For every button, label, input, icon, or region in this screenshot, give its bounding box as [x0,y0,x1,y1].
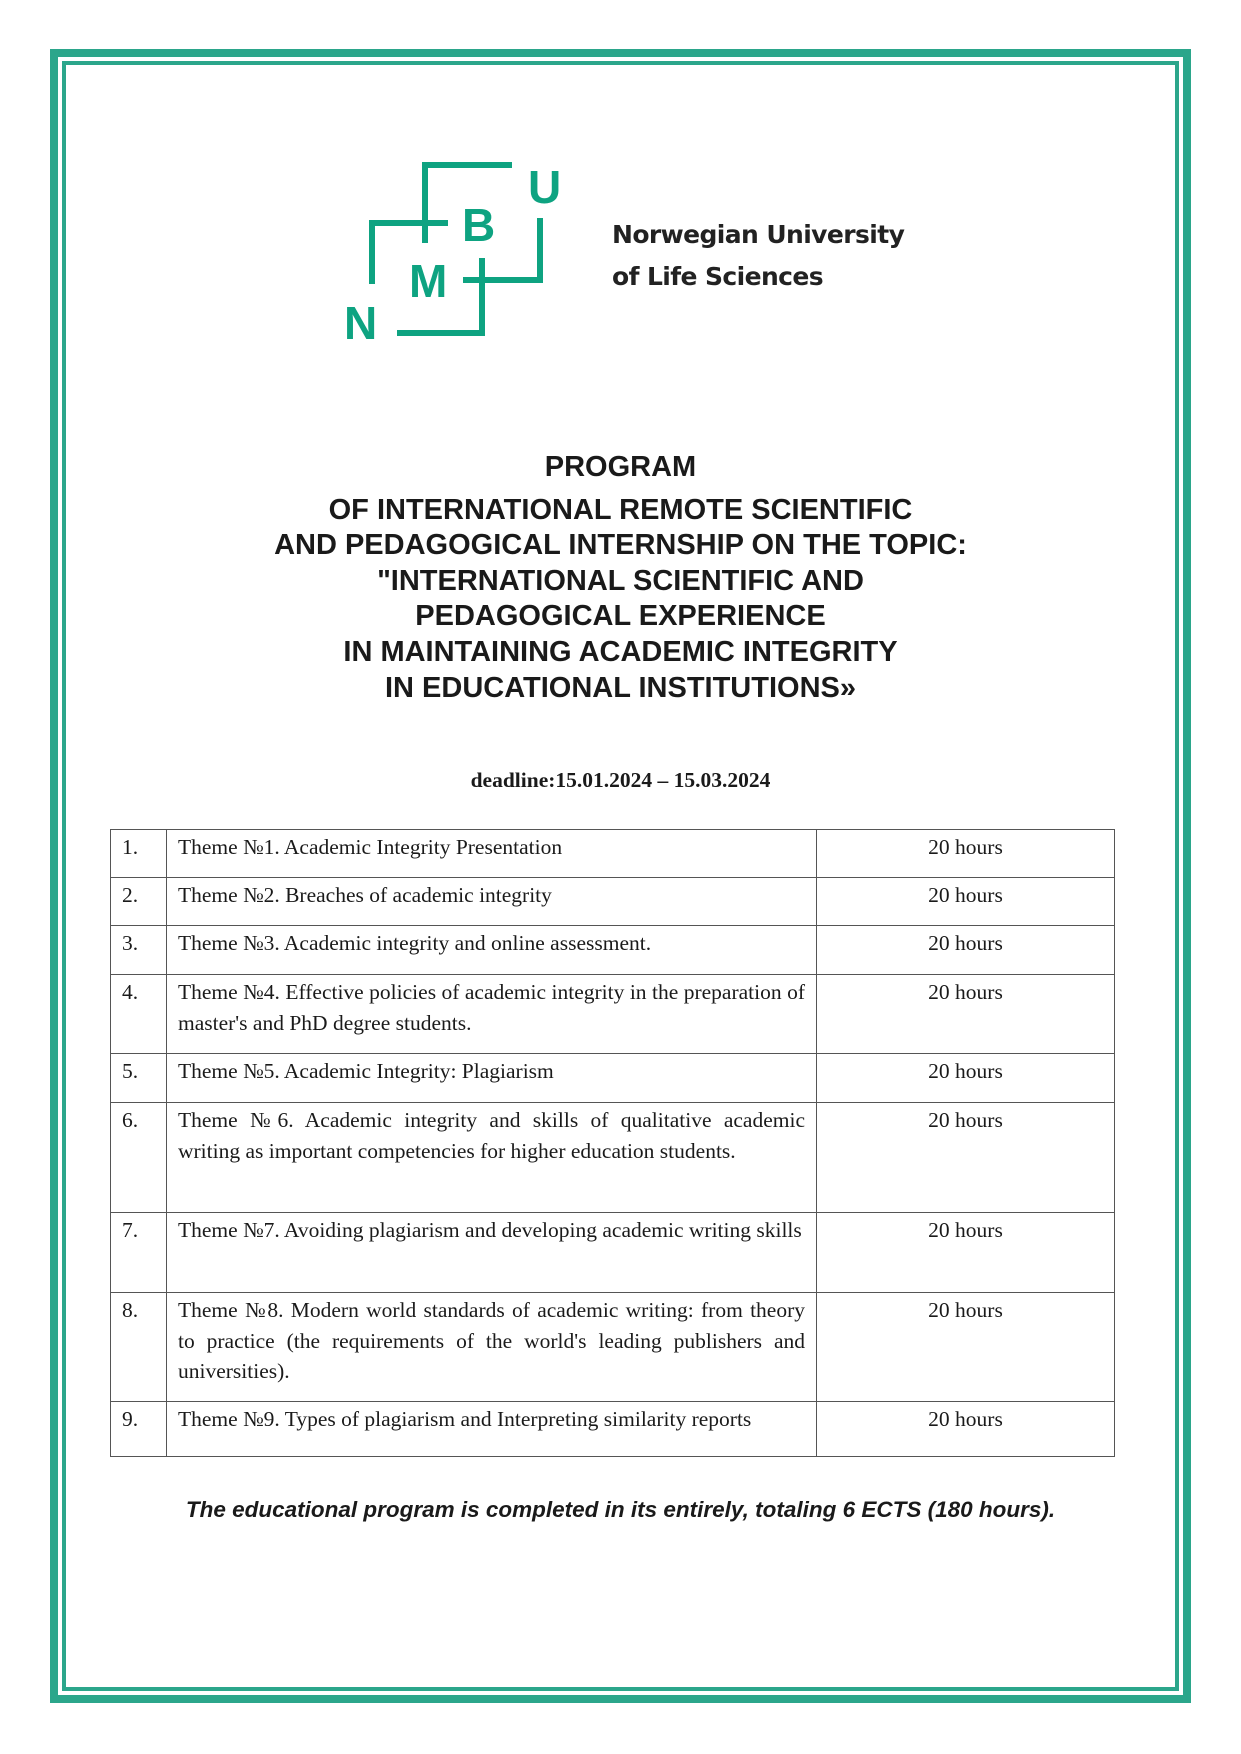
row-number: 5. [111,1054,167,1103]
university-name-line1: Norwegian University [612,220,905,249]
row-theme: Theme №4. Effective policies of academic integrity in the preparation of master's and PhD degree students. [167,975,817,1054]
title-line: PEDAGOGICAL EXPERIENCE [415,600,826,633]
row-hours: 20 hours [817,926,1115,975]
title-line: OF INTERNATIONAL REMOTE SCIENTIFIC [328,493,913,526]
row-theme: Theme №8. Modern world standards of academic writing: from theory to practice (the requirements of the world's leading publishers and universities). [167,1293,817,1402]
row-theme: Theme №2. Breaches of academic integrity [167,878,817,926]
program-heading: PROGRAM [544,451,697,483]
logo-letter-n: N [344,297,378,349]
row-hours: 20 hours [817,1054,1115,1103]
university-name [612,214,904,298]
row-hours: 20 hours [817,1103,1115,1213]
row-theme: Theme №3. Academic integrity and online assessment. [167,926,817,975]
row-hours: 20 hours [817,1293,1115,1402]
title-line: IN MAINTAINING ACADEMIC INTEGRITY [343,635,898,668]
row-number: 6. [111,1103,167,1213]
themes-table [110,829,1115,1457]
logo-letter-u: U [528,161,562,213]
row-hours: 20 hours [817,1402,1115,1457]
row-theme: Theme №7. Avoiding plagiarism and developing academic writing skills [167,1213,817,1293]
row-number: 9. [111,1402,167,1457]
table-row [111,830,1115,878]
table-row [111,1293,1115,1402]
table-row [111,975,1115,1054]
row-hours: 20 hours [817,830,1115,878]
row-number: 8. [111,1293,167,1402]
title-line: IN EDUCATIONAL INSTITUTIONS» [385,671,856,704]
logo-letter-m: M [409,255,448,307]
row-theme: Theme №6. Academic integrity and skills of qualitative academic writing as important competencies for higher education students. [167,1103,817,1213]
table-row [111,1402,1115,1457]
program-title [120,450,1121,706]
title-line: AND PEDAGOGICAL INTERNSHIP ON THE TOPIC: [274,529,967,562]
table-row [111,1103,1115,1213]
row-number: 4. [111,975,167,1054]
university-name-line2: of Life Sciences [612,262,823,291]
row-theme: Theme №1. Academic Integrity Presentation [167,830,817,878]
row-hours: 20 hours [817,878,1115,926]
row-number: 2. [111,878,167,926]
deadline: deadline:15.01.2024 – 15.03.2024 [470,768,771,792]
row-theme: Theme №5. Academic Integrity: Plagiarism [167,1054,817,1103]
row-hours: 20 hours [817,1213,1115,1293]
table-row [111,1213,1115,1293]
title-line: "INTERNATIONAL SCIENTIFIC AND [377,564,864,597]
table-row [111,1054,1115,1103]
row-number: 7. [111,1213,167,1293]
row-number: 1. [111,830,167,878]
row-theme: Theme №9. Types of plagiarism and Interpreting similarity reports [167,1402,817,1457]
logo-letter-b: B [462,199,496,251]
nmbu-logo [330,150,590,350]
table-row [111,878,1115,926]
table-row [111,926,1115,975]
row-number: 3. [111,926,167,975]
row-hours: 20 hours [817,975,1115,1054]
program-total-note: The educational program is completed in its entirely, totaling 6 ECTS (180 hours). [185,1497,1056,1522]
